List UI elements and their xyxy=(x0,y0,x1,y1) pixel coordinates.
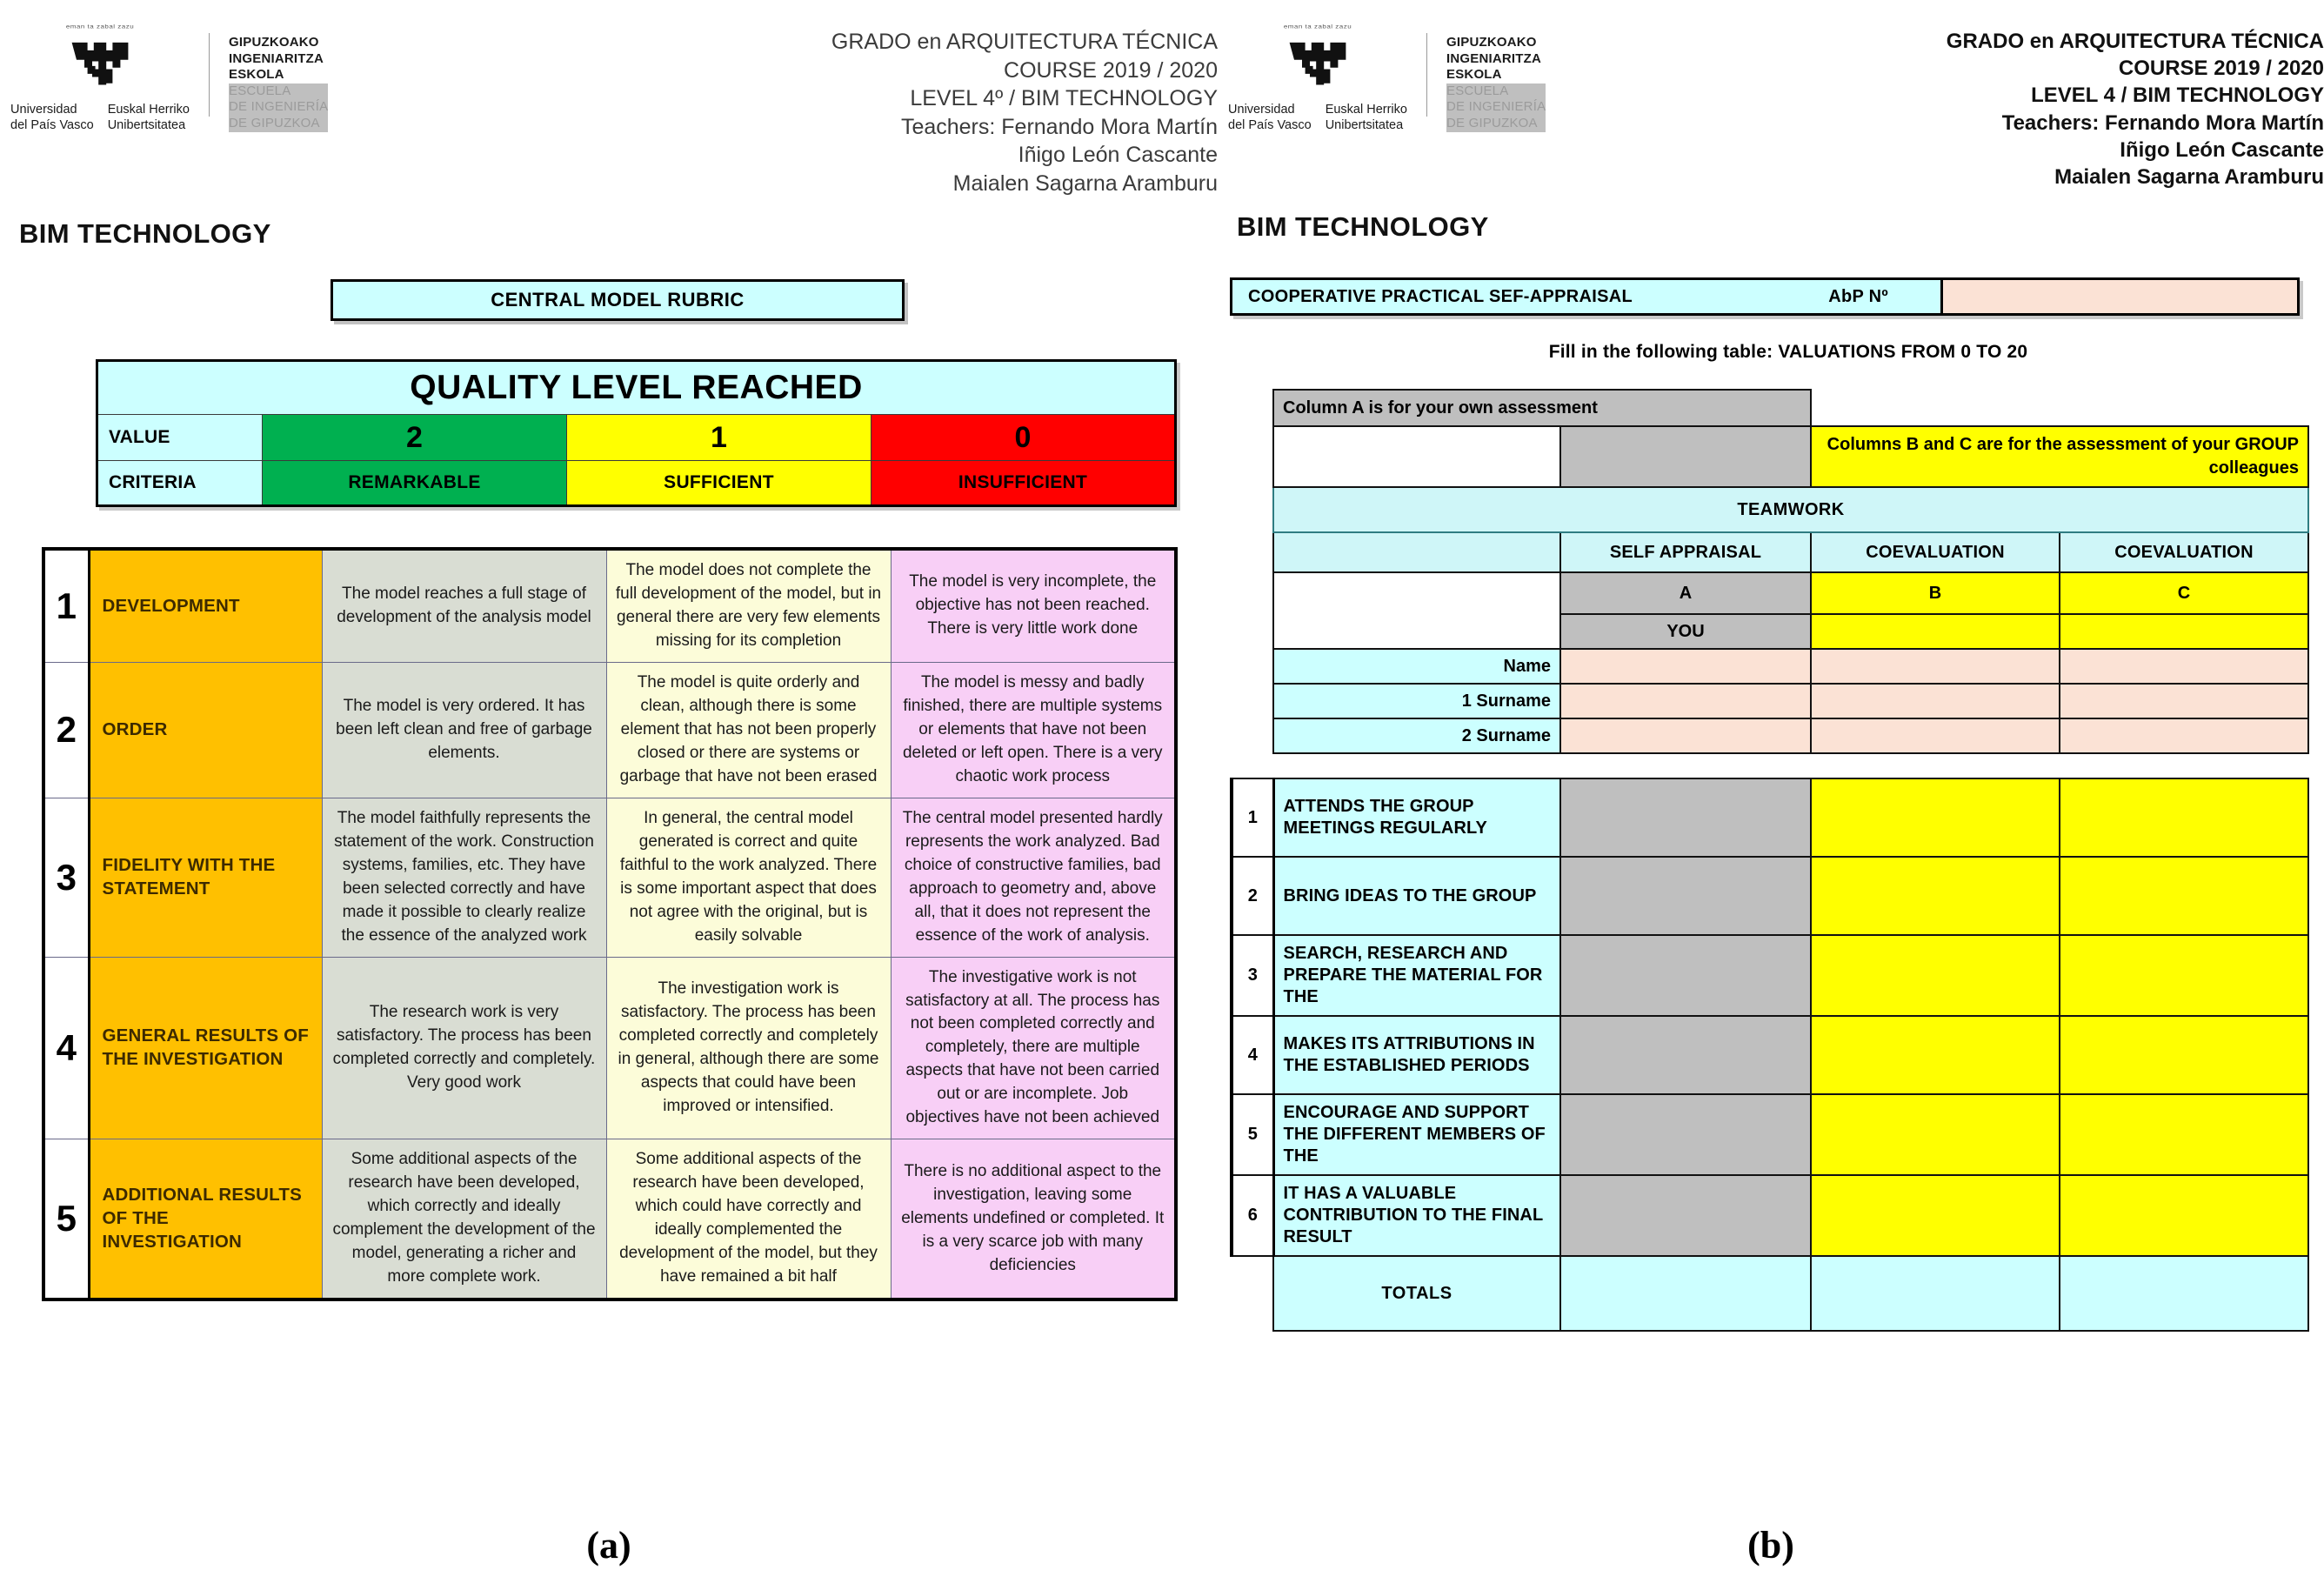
score-input-c[interactable] xyxy=(2060,935,2308,1016)
rubric-desc-sufficient: The model does not complete the full development of the model, but in general there are very few elements missing for its completion xyxy=(606,549,891,662)
score-input-a[interactable] xyxy=(1560,1175,1811,1256)
criteria-insufficient: INSUFFICIENT xyxy=(872,461,1176,506)
criteria-row xyxy=(97,461,1176,506)
grey-spacer-cell xyxy=(1560,426,1811,487)
self-appraisal-title-text: COOPERATIVE PRACTICAL SEF-APPRAISAL xyxy=(1248,286,1633,306)
self-appraisal-title-banner xyxy=(1230,277,2300,316)
table-row xyxy=(43,662,1176,798)
header-blank-cell xyxy=(1273,532,1560,572)
column-letter-a: A xyxy=(1560,572,1811,614)
univ-right-line1: Euskal Herriko xyxy=(1325,103,1407,117)
totals-value-b[interactable] xyxy=(1811,1256,2060,1331)
criteria-sufficient: SUFFICIENT xyxy=(567,461,872,506)
univ-left-line1: Universidad xyxy=(10,103,77,117)
rubric-desc-insufficient: The central model presented hardly represents the work analyzed. Bad choice of constructive families, bad approach to geometry and, above all, that it does not represent the essence of the work of analysis. xyxy=(891,798,1176,957)
quality-level-table xyxy=(96,359,1177,507)
course-info-b xyxy=(1947,23,2324,190)
criteria-text: BRING IDEAS TO THE GROUP xyxy=(1273,857,1560,935)
univ-right-line1: Euskal Herriko xyxy=(107,103,190,117)
letterhead-b xyxy=(1218,23,2324,190)
univ-left-line2: del País Vasco xyxy=(1228,117,1312,132)
fill-instruction: Fill in the following table: VALUATIONS FROM 0 TO 20 xyxy=(1548,342,2028,363)
you-label: YOU xyxy=(1560,614,1811,649)
column-letter-b: B xyxy=(1811,572,2060,614)
rubric-desc-remarkable: The model reaches a full stage of development of the analysis model xyxy=(322,549,606,662)
rubric-desc-insufficient: There is no additional aspect to the investigation, leaving some elements undefined or completed. It is a very scarce job with many deficiencies xyxy=(891,1139,1176,1299)
totals-value-c[interactable] xyxy=(2060,1256,2308,1331)
column-bc-note-row xyxy=(1232,426,2308,487)
course-line-teacher-2: Iñigo León Cascante xyxy=(1018,143,1218,167)
table-row xyxy=(43,957,1176,1139)
rubric-row-number: 4 xyxy=(43,957,89,1139)
surname2-input-b[interactable] xyxy=(1811,718,2060,753)
school-name xyxy=(229,35,328,132)
rubric-desc-remarkable: The research work is very satisfactory. The process has been completed correctly and completely. Very good work xyxy=(322,957,606,1139)
criteria-label: CRITERIA xyxy=(97,461,263,506)
rubric-title-banner: CENTRAL MODEL RUBRIC xyxy=(331,279,905,321)
school-basque-1: GIPUZKOAKO xyxy=(229,35,319,50)
rubric-desc-sufficient: The investigation work is satisfactory. The process has been completed correctly and completely in general, although there are some aspects that could have been improved or intensified. xyxy=(606,957,891,1139)
course-line-teacher-1: Teachers: Fernando Mora Martín xyxy=(900,114,1218,139)
school-basque-1: GIPUZKOAKO xyxy=(1446,35,1537,50)
rubric-row-number: 1 xyxy=(43,549,89,662)
score-input-a[interactable] xyxy=(1560,935,1811,1016)
score-input-b[interactable] xyxy=(1811,1016,2060,1094)
table-row xyxy=(1232,1175,2308,1256)
column-a-note: Column A is for your own assessment xyxy=(1273,390,1811,426)
name-row xyxy=(1232,684,2308,718)
gap-row xyxy=(1232,753,2308,778)
ehu-crest-icon xyxy=(61,33,139,97)
column-letter-c: C xyxy=(2060,572,2308,614)
surname1-input-c[interactable] xyxy=(2060,684,2308,718)
course-line-teacher-1: Teachers: Fernando Mora Martín xyxy=(2001,110,2324,135)
spacer-cell xyxy=(1232,390,1273,426)
univ-left-line2: del País Vasco xyxy=(10,117,94,132)
rubric-desc-sufficient: The model is quite orderly and clean, although there is some element that has not been properly closed or there are systems or garbage that have not been erased xyxy=(606,662,891,798)
rubric-row-number: 2 xyxy=(43,662,89,798)
surname1-input-a[interactable] xyxy=(1560,684,1811,718)
school-spanish-3: DE GIPUZKOA xyxy=(1446,116,1546,132)
rubric-desc-remarkable: The model faithfully represents the statement of the work. Construction systems, families, etc. They have been selected correctly and have made it possible to clearly realize the essence of the analyzed work xyxy=(322,798,606,957)
spacer-cell xyxy=(1232,753,1273,778)
university-name xyxy=(1228,103,1407,133)
criteria-row-number: 2 xyxy=(1232,857,1273,935)
criteria-row-number: 5 xyxy=(1232,1094,1273,1175)
you-blank-b xyxy=(1811,614,2060,649)
table-row xyxy=(1232,857,2308,935)
criteria-text: ENCOURAGE AND SUPPORT THE DIFFERENT MEMBERS OF THE xyxy=(1273,1094,1560,1175)
course-info-a xyxy=(831,23,1218,197)
rubric-row-number: 3 xyxy=(43,798,89,957)
univ-left-line1: Universidad xyxy=(1228,103,1295,117)
logo-divider xyxy=(209,33,210,117)
column-bc-note: Columns B and C are for the assessment of your GROUP colleagues xyxy=(1811,426,2308,487)
score-input-a[interactable] xyxy=(1560,857,1811,935)
table-row xyxy=(1232,1094,2308,1175)
rubric-row-name: ADDITIONAL RESULTS OF THE INVESTIGATION xyxy=(89,1139,322,1299)
spacer-cell xyxy=(1811,753,2060,778)
criteria-remarkable: REMARKABLE xyxy=(263,461,567,506)
score-input-b[interactable] xyxy=(1811,1175,2060,1256)
letter-row-blank xyxy=(1273,572,1560,649)
spacer-cell xyxy=(1232,532,1273,572)
rubric-criteria-table xyxy=(42,547,1178,1301)
rubric-desc-sufficient: Some additional aspects of the research have been developed, which could have correctly and ideally complemented the development of the model, but they have remained a bit half xyxy=(606,1139,891,1299)
panel-b-self-appraisal xyxy=(1218,0,2324,1590)
value-insufficient: 0 xyxy=(872,415,1176,461)
totals-label: TOTALS xyxy=(1273,1256,1560,1331)
spacer-cell xyxy=(1811,390,2308,426)
spacer-cell xyxy=(1560,753,1811,778)
score-input-c[interactable] xyxy=(2060,778,2308,857)
score-input-c[interactable] xyxy=(2060,1175,2308,1256)
school-spanish-2: DE INGENIERÍA xyxy=(229,99,329,115)
ehu-logo xyxy=(0,23,200,133)
ehu-logo xyxy=(1218,23,1418,133)
abp-number-input[interactable] xyxy=(1943,277,2300,316)
self-appraisal-table xyxy=(1230,389,2309,1332)
rubric-row-name: DEVELOPMENT xyxy=(89,549,322,662)
university-logo-block xyxy=(1218,23,1546,133)
school-basque-3: ESKOLA xyxy=(1446,67,1502,83)
score-input-b[interactable] xyxy=(1811,935,2060,1016)
ehu-crest-icon xyxy=(1279,33,1357,97)
you-blank-c xyxy=(2060,614,2308,649)
course-line-year: COURSE 2019 / 2020 xyxy=(2118,57,2324,81)
value-sufficient: 1 xyxy=(567,415,872,461)
teamwork-header-row xyxy=(1232,487,2308,532)
score-input-c[interactable] xyxy=(2060,857,2308,935)
name-input-c[interactable] xyxy=(2060,649,2308,684)
self-appraisal-title-cell xyxy=(1230,277,1943,316)
course-line-teacher-2: Iñigo León Cascante xyxy=(2120,137,2324,162)
univ-right-line2: Unibertsitatea xyxy=(107,117,186,132)
rubric-desc-insufficient: The model is very incomplete, the objective has not been reached. There is very little work done xyxy=(891,549,1176,662)
column-header-row xyxy=(1232,532,2308,572)
criteria-row-number: 4 xyxy=(1232,1016,1273,1094)
rubric-row-name: GENERAL RESULTS OF THE INVESTIGATION xyxy=(89,957,322,1139)
school-basque-2: INGENIARITZA xyxy=(229,50,324,66)
university-logo-block xyxy=(0,23,328,133)
table-row xyxy=(43,549,1176,662)
figure-captions xyxy=(0,1523,2324,1567)
score-input-c[interactable] xyxy=(2060,1016,2308,1094)
surname2-input-a[interactable] xyxy=(1560,718,1811,753)
value-row xyxy=(97,415,1176,461)
logo-tagline: eman ta zabal zazu xyxy=(65,23,135,30)
quality-header-row xyxy=(97,361,1176,415)
name-input-a[interactable] xyxy=(1560,649,1811,684)
school-basque-2: INGENIARITZA xyxy=(1446,50,1542,66)
quality-header-cell: QUALITY LEVEL REACHED xyxy=(97,361,1176,415)
course-line-teacher-3: Maialen Sagarna Aramburu xyxy=(952,170,1218,196)
name-label: Name xyxy=(1273,649,1560,684)
column-letter-row xyxy=(1232,572,2308,614)
score-input-a[interactable] xyxy=(1560,1016,1811,1094)
score-input-b[interactable] xyxy=(1811,857,2060,935)
rubric-desc-insufficient: The model is messy and badly finished, there are multiple systems or elements that have not been deleted or left open. There is a very chaotic work process xyxy=(891,662,1176,798)
table-row xyxy=(1232,935,2308,1016)
spacer-cell xyxy=(1232,649,1273,684)
caption-b: (b) xyxy=(1747,1524,1794,1567)
table-row xyxy=(43,798,1176,957)
spacer-cell xyxy=(1232,426,1273,487)
school-spanish-3: DE GIPUZKOA xyxy=(229,116,328,132)
spacer-cell xyxy=(1232,572,1273,614)
criteria-row-number: 6 xyxy=(1232,1175,1273,1256)
rubric-desc-remarkable: Some additional aspects of the research have been developed, which correctly and ideally complement the development of the model, generating a richer and more complete work. xyxy=(322,1139,606,1299)
course-line-level: LEVEL 4 / BIM TECHNOLOGY xyxy=(2031,84,2324,108)
abp-number-label: AbP Nº xyxy=(1828,286,1888,306)
spacer-cell xyxy=(1232,1256,1273,1331)
rubric-row-name: FIDELITY WITH THE STATEMENT xyxy=(89,798,322,957)
table-row xyxy=(1232,778,2308,857)
page-title-b: BIM TECHNOLOGY xyxy=(1237,211,1489,243)
spacer-cell xyxy=(1232,684,1273,718)
surname1-input-b[interactable] xyxy=(1811,684,2060,718)
criteria-text: ATTENDS THE GROUP MEETINGS REGULARLY xyxy=(1273,778,1560,857)
score-input-b[interactable] xyxy=(1811,778,2060,857)
score-input-a[interactable] xyxy=(1560,778,1811,857)
caption-a: (a) xyxy=(586,1524,631,1567)
name-row xyxy=(1232,649,2308,684)
spacer-cell xyxy=(2060,753,2308,778)
criteria-text: MAKES ITS ATTRIBUTIONS IN THE ESTABLISHED PERIODS xyxy=(1273,1016,1560,1094)
name-row xyxy=(1232,718,2308,753)
score-input-a[interactable] xyxy=(1560,1094,1811,1175)
surname2-label: 2 Surname xyxy=(1273,718,1560,753)
teamwork-header: TEAMWORK xyxy=(1273,487,2308,532)
logo-tagline: eman ta zabal zazu xyxy=(1283,23,1352,30)
rubric-row-number: 5 xyxy=(43,1139,89,1299)
surname1-label: 1 Surname xyxy=(1273,684,1560,718)
logo-divider xyxy=(1426,33,1427,117)
surname2-input-c[interactable] xyxy=(2060,718,2308,753)
column-header-self-appraisal: SELF APPRAISAL xyxy=(1560,532,1811,572)
spacer-cell xyxy=(1232,487,1273,532)
school-basque-3: ESKOLA xyxy=(229,67,284,83)
score-input-c[interactable] xyxy=(2060,1094,2308,1175)
rubric-row-name: ORDER xyxy=(89,662,322,798)
criteria-row-number: 3 xyxy=(1232,935,1273,1016)
spacer-cell xyxy=(1232,718,1273,753)
column-a-note-row xyxy=(1232,390,2308,426)
course-line-teacher-3: Maialen Sagarna Aramburu xyxy=(2054,164,2324,189)
school-spanish-1: ESCUELA xyxy=(229,84,328,100)
totals-value-a[interactable] xyxy=(1560,1256,1811,1331)
table-row xyxy=(43,1139,1176,1299)
name-input-b[interactable] xyxy=(1811,649,2060,684)
letterhead-a xyxy=(0,23,1218,197)
criteria-text: IT HAS A VALUABLE CONTRIBUTION TO THE FINAL RESULT xyxy=(1273,1175,1560,1256)
value-label: VALUE xyxy=(97,415,263,461)
rubric-desc-remarkable: The model is very ordered. It has been left clean and free of garbage elements. xyxy=(322,662,606,798)
table-row xyxy=(1232,1016,2308,1094)
column-header-coevaluation-c: COEVALUATION xyxy=(2060,532,2308,572)
column-header-coevaluation-b: COEVALUATION xyxy=(1811,532,2060,572)
course-line-level: LEVEL 4º / BIM TECHNOLOGY xyxy=(910,86,1218,110)
course-line-degree: GRADO en ARQUITECTURA TÉCNICA xyxy=(831,30,1218,54)
totals-row xyxy=(1232,1256,2308,1331)
page-title-a: BIM TECHNOLOGY xyxy=(19,218,271,249)
rubric-desc-insufficient: The investigative work is not satisfactory at all. The process has not been completed correctly and completely, there are multiple aspects that have not been carried out or are incomplete. Job objectives have not been achieved xyxy=(891,957,1176,1139)
blank-cell xyxy=(1273,426,1560,487)
spacer-cell xyxy=(1273,753,1560,778)
score-input-b[interactable] xyxy=(1811,1094,2060,1175)
value-remarkable: 2 xyxy=(263,415,567,461)
univ-right-line2: Unibertsitatea xyxy=(1325,117,1404,132)
spacer-cell xyxy=(1232,614,1273,649)
school-spanish-2: DE INGENIERÍA xyxy=(1446,99,1546,115)
school-name xyxy=(1446,35,1546,132)
school-spanish-1: ESCUELA xyxy=(1446,84,1546,100)
course-line-year: COURSE 2019 / 2020 xyxy=(1004,57,1218,83)
criteria-text: SEARCH, RESEARCH AND PREPARE THE MATERIAL FOR THE xyxy=(1273,935,1560,1016)
university-name xyxy=(10,103,190,133)
course-line-degree: GRADO en ARQUITECTURA TÉCNICA xyxy=(1946,30,2324,53)
rubric-desc-sufficient: In general, the central model generated is correct and quite faithful to the work analyzed. There is some important aspect that does not agree with the original, but is easily solvable xyxy=(606,798,891,957)
criteria-row-number: 1 xyxy=(1232,778,1273,857)
